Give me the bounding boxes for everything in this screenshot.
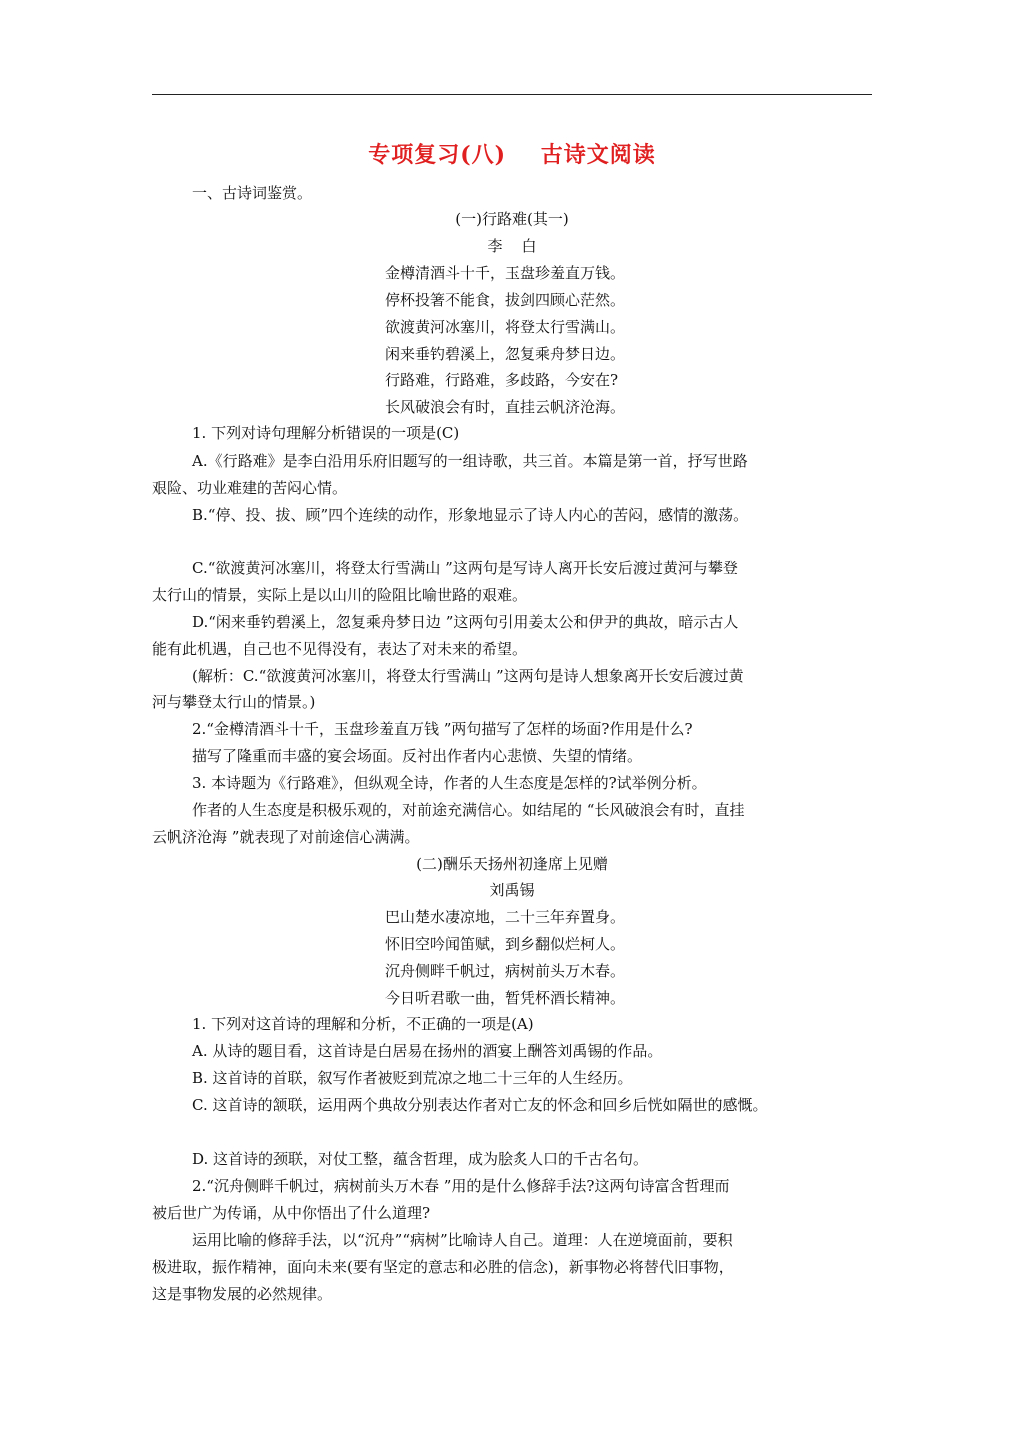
- option-c-cont: 太行山的情景，实际上是以山川的险阻比喻世路的艰难。: [152, 586, 528, 604]
- answer: 描写了隆重而丰盛的宴会场面。反衬出作者内心悲愤、失望的情绪。: [192, 747, 643, 765]
- question-stem: 1. 下列对诗句理解分析错误的一项是(C): [192, 424, 460, 442]
- question-stem: 2.“金樽清酒斗十千，玉盘珍羞直万钱 ”两句描写了怎样的场面?作用是什么?: [192, 720, 693, 738]
- option-a-cont: 艰险、功业难建的苦闷心情。: [152, 479, 348, 497]
- option-d: D. 这首诗的颈联，对仗工整，蕴含哲理，成为脍炙人口的千古名句。: [192, 1150, 649, 1168]
- poem1-line: 欲渡黄河冰塞川，将登太行雪满山。: [385, 318, 626, 336]
- poem1-line: 长风破浪会有时，直挂云帆济沧海。: [385, 398, 626, 416]
- poem1-line: 行路难，行路难，多歧路，今安在?: [385, 371, 619, 389]
- answer-cont: 这是事物发展的必然规律。: [152, 1285, 333, 1303]
- answer: 运用比喻的修辞手法，以“沉舟”“病树”比喻诗人自己。道理：人在逆境面前，要积: [192, 1231, 733, 1249]
- poem2-line: 怀旧空吟闻笛赋，到乡翻似烂柯人。: [385, 935, 626, 953]
- header-rule: [152, 94, 872, 95]
- page-title: 专项复习(八) 古诗文阅读: [368, 142, 656, 168]
- answer-cont: 极进取，振作精神，面向未来(要有坚定的意志和必胜的信念)，新事物必将替代旧事物，: [152, 1258, 734, 1276]
- option-b: B.“停、投、拔、顾”四个连续的动作，形象地显示了诗人内心的苦闷，感情的激荡。: [192, 506, 749, 524]
- poem1-line: 停杯投箸不能食，拔剑四顾心茫然。: [385, 291, 626, 309]
- poem2-line: 沉舟侧畔千帆过，病树前头万木春。: [385, 962, 626, 980]
- poem2-line: 今日听君歌一曲，暂凭杯酒长精神。: [385, 989, 626, 1007]
- option-a: A.《行路难》是李白沿用乐府旧题写的一组诗歌，共三首。本篇是第一首，抒写世路: [192, 452, 748, 470]
- section-heading: 一、古诗词鉴赏。: [192, 184, 313, 202]
- question-stem: 1. 下列对这首诗的理解和分析，不正确的一项是(A): [192, 1015, 534, 1033]
- explanation: (解析：C.“欲渡黄河冰塞川，将登太行雪满山 ”这两句是诗人想象离开长安后渡过黄: [192, 667, 744, 685]
- option-d-cont: 能有此机遇，自己也不见得没有，表达了对未来的希望。: [152, 640, 528, 658]
- poem2-title: (二)酬乐天扬州初逢席上见赠: [416, 855, 608, 873]
- option-a: A. 从诗的题目看，这首诗是白居易在扬州的酒宴上酬答刘禹锡的作品。: [192, 1042, 663, 1060]
- option-c: C.“欲渡黄河冰塞川，将登太行雪满山 ”这两句是写诗人离开长安后渡过黄河与攀登: [192, 559, 738, 577]
- poem2-line: 巴山楚水凄凉地，二十三年弃置身。: [385, 908, 626, 926]
- poem2-author: 刘禹锡: [489, 881, 535, 899]
- option-c: C. 这首诗的颔联，运用两个典故分别表达作者对亡友的怀念和回乡后恍如隔世的感慨。: [192, 1096, 768, 1114]
- question-stem: 3. 本诗题为《行路难》，但纵观全诗，作者的人生态度是怎样的?试举例分析。: [192, 774, 707, 792]
- option-b: B. 这首诗的首联，叙写作者被贬到荒凉之地二十三年的人生经历。: [192, 1069, 633, 1087]
- explanation-cont: 河与攀登太行山的情景。): [152, 693, 316, 711]
- question-stem-cont: 被后世广为传诵，从中你悟出了什么道理?: [152, 1204, 431, 1222]
- poem1-line: 金樽清酒斗十千，玉盘珍羞直万钱。: [385, 264, 626, 282]
- answer-cont: 云帆济沧海 ”就表现了对前途信心满满。: [152, 828, 420, 846]
- option-d: D.“闲来垂钓碧溪上，忽复乘舟梦日边 ”这两句引用姜太公和伊尹的典故，暗示古人: [192, 613, 739, 631]
- poem1-author: 李 白: [487, 237, 537, 255]
- poem1-line: 闲来垂钓碧溪上，忽复乘舟梦日边。: [385, 345, 626, 363]
- poem1-title: (一)行路难(其一): [455, 210, 569, 228]
- answer: 作者的人生态度是积极乐观的，对前途充满信心。如结尾的 “长风破浪会有时，直挂: [192, 801, 745, 819]
- question-stem: 2.“沉舟侧畔千帆过，病树前头万木春 ”用的是什么修辞手法?这两句诗富含哲理而: [192, 1177, 730, 1195]
